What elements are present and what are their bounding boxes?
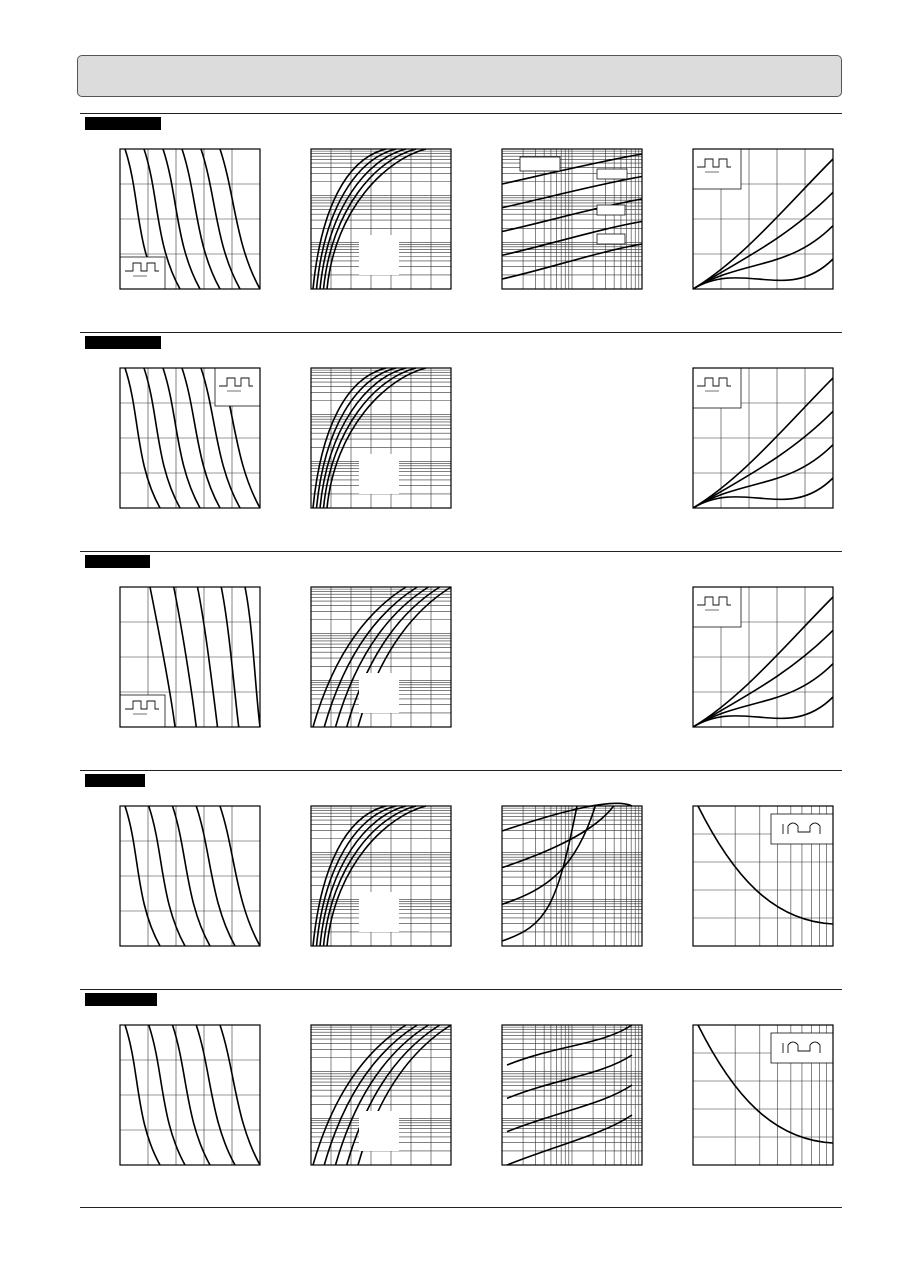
legend-box — [359, 235, 399, 275]
characteristic-chart — [311, 806, 451, 946]
curve-label-box — [597, 234, 625, 244]
waveform-box — [771, 814, 833, 844]
characteristic-chart — [693, 149, 833, 289]
chart-svg — [120, 1025, 260, 1165]
characteristic-chart — [120, 368, 260, 508]
characteristic-chart — [311, 587, 451, 727]
chart-svg — [311, 1025, 451, 1165]
curve-label-box — [597, 169, 627, 179]
section-tag — [85, 117, 161, 130]
section-tag — [85, 774, 145, 787]
characteristic-chart — [502, 806, 642, 946]
section-tag — [85, 993, 157, 1006]
characteristic-chart — [693, 587, 833, 727]
footer-rule — [80, 1207, 842, 1208]
legend-box — [359, 454, 399, 494]
characteristic-chart — [502, 1025, 642, 1165]
chart-svg — [693, 149, 833, 289]
section-rule — [80, 770, 842, 771]
legend-box — [359, 673, 399, 713]
characteristic-chart — [311, 368, 451, 508]
legend-box — [359, 892, 399, 932]
section-tag — [85, 555, 150, 568]
characteristic-chart — [693, 1025, 833, 1165]
chart-svg — [120, 587, 260, 727]
waveform-box — [215, 368, 260, 406]
waveform-box — [771, 1033, 833, 1063]
legend-box — [359, 1111, 399, 1151]
chart-svg — [120, 149, 260, 289]
section-rule — [80, 989, 842, 990]
chart-svg — [693, 806, 833, 946]
chart-svg — [693, 1025, 833, 1165]
characteristic-chart — [120, 806, 260, 946]
chart-svg — [693, 368, 833, 508]
characteristic-chart — [120, 1025, 260, 1165]
chart-svg — [693, 587, 833, 727]
chart-svg — [311, 587, 451, 727]
page-title-bar — [77, 55, 842, 97]
waveform-box — [693, 368, 741, 408]
chart-svg — [120, 368, 260, 508]
waveform-box — [120, 257, 165, 289]
chart-svg — [311, 149, 451, 289]
characteristic-chart — [502, 149, 642, 289]
chart-svg — [502, 149, 642, 289]
waveform-box — [693, 587, 741, 627]
curve-label-box — [597, 205, 625, 215]
waveform-box — [120, 695, 165, 727]
chart-svg — [311, 806, 451, 946]
characteristic-chart — [693, 368, 833, 508]
characteristic-chart — [693, 806, 833, 946]
characteristic-chart — [120, 149, 260, 289]
chart-svg — [502, 806, 642, 946]
curve-label-box — [520, 157, 560, 171]
chart-svg — [120, 806, 260, 946]
waveform-box — [693, 149, 741, 189]
section-tag — [85, 336, 161, 349]
chart-svg — [311, 368, 451, 508]
section-rule — [80, 332, 842, 333]
chart-svg — [502, 1025, 642, 1165]
characteristic-chart — [311, 1025, 451, 1165]
section-rule — [80, 551, 842, 552]
characteristic-chart — [311, 149, 451, 289]
section-rule — [80, 113, 842, 114]
characteristic-chart — [120, 587, 260, 727]
